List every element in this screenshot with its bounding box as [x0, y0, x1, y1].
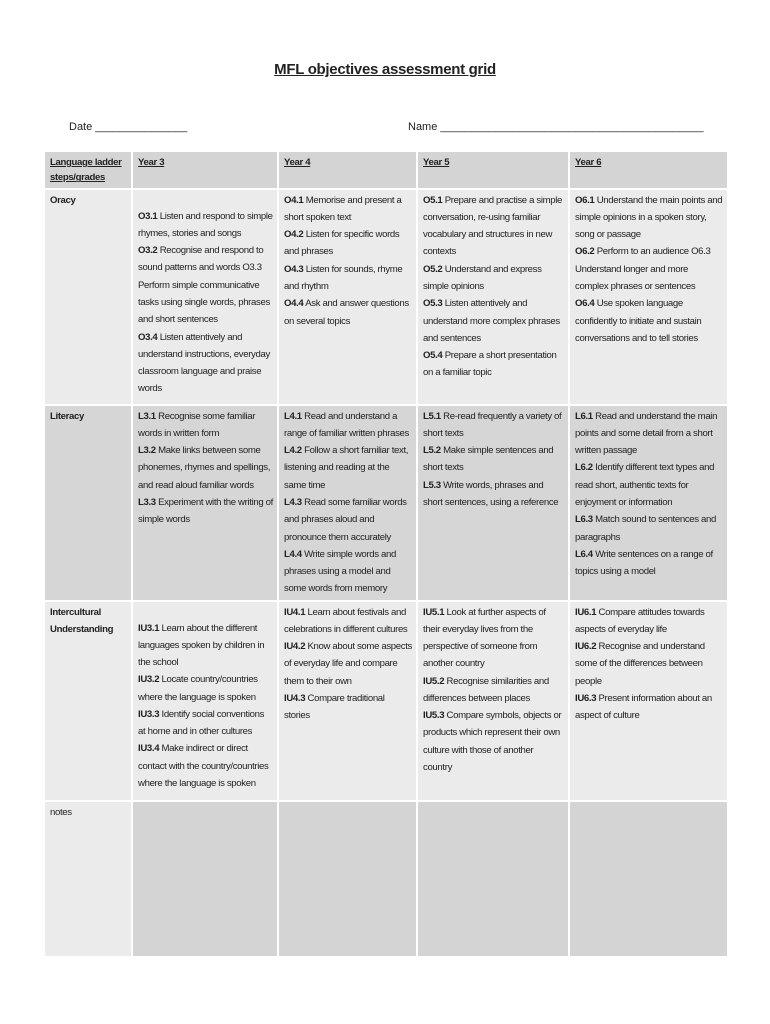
objective-item	[575, 295, 723, 347]
row-oracy	[45, 190, 729, 406]
objective-item	[284, 295, 412, 330]
objective-code: IU5.1	[423, 606, 445, 618]
objective-code: L5.3	[423, 479, 441, 491]
objective-text: Know about some aspects of everyday life and compare them to their own	[284, 641, 412, 687]
objective-text: Recognise and understand some of the differences between people	[575, 641, 705, 687]
objective-item	[423, 192, 564, 261]
objective-item	[138, 671, 273, 706]
cell-oracy-year-6	[570, 190, 729, 406]
header-year-6: Year 6	[570, 152, 729, 190]
objective-text: Recognise some familiar words in written form	[138, 410, 256, 439]
notes-year-4[interactable]	[279, 802, 418, 958]
objective-item	[138, 706, 273, 741]
objective-code: L6.2	[575, 462, 593, 474]
objective-text: Learn about festivals and celebrations in different cultures	[284, 606, 408, 635]
objective-code: L4.4	[284, 548, 302, 560]
objective-code: O4.3	[284, 263, 304, 275]
objective-text: Memorise and present a short spoken text	[284, 194, 402, 223]
objective-item	[138, 620, 273, 672]
cell-literacy-year-4	[279, 406, 418, 602]
objective-code: IU6.2	[575, 641, 597, 653]
objective-text: Read some familiar words and phrases aloud and pronounce them accurately	[284, 497, 407, 543]
objective-code: O5.2	[423, 263, 443, 275]
objective-item	[575, 192, 723, 244]
objective-item	[284, 638, 412, 690]
objective-code: O3.4	[138, 331, 158, 343]
header-year-4: Year 4	[279, 152, 418, 190]
objective-code: O4.4	[284, 298, 304, 310]
objective-text: Understand and express simple opinions	[423, 263, 542, 293]
objective-code: O6.4	[575, 298, 595, 310]
objective-text: Present information about an aspect of culture	[575, 692, 712, 722]
objective-code: O5.4	[423, 350, 443, 362]
notes-year-3[interactable]	[133, 802, 279, 958]
objective-code: IU5.2	[423, 675, 445, 687]
objective-code: IU6.3	[575, 692, 597, 704]
objective-text: Listen for sounds, rhyme and rhythm	[284, 263, 403, 293]
objective-code: L5.2	[423, 445, 441, 457]
objective-item	[423, 295, 564, 347]
header-language-ladder: Language ladder steps/grades	[45, 152, 133, 190]
cell-intercultural-year-6	[570, 602, 729, 802]
objective-item	[423, 604, 564, 673]
page-title: MFL objectives assessment grid	[274, 61, 496, 78]
objective-item	[138, 494, 273, 529]
objective-code: L6.3	[575, 514, 593, 526]
row-label-literacy: Literacy	[45, 406, 133, 602]
objective-item	[138, 208, 273, 243]
cell-oracy-year-3	[133, 190, 279, 406]
cell-oracy-year-4	[279, 190, 418, 406]
objective-text: Compare traditional stories	[284, 692, 385, 722]
objective-item	[138, 408, 273, 443]
objective-text: Listen attentively and understand more complex phrases and sentences	[423, 298, 560, 344]
row-label-oracy: Oracy	[45, 190, 133, 406]
objective-item	[575, 690, 723, 725]
objective-code: O4.2	[284, 229, 304, 241]
objective-item	[423, 408, 564, 443]
objective-text: Listen and respond to simple rhymes, stories and songs	[138, 210, 273, 239]
objective-text: Use spoken language confidently to initiate and sustain conversations and to tell stories	[575, 298, 702, 344]
objective-text: Compare attitudes towards aspects of everyday life	[575, 606, 705, 635]
objective-code: IU3.2	[138, 674, 160, 686]
objective-text: Read and understand the main points and some detail from a short written passage	[575, 410, 718, 457]
objective-item	[284, 690, 412, 725]
objective-item	[284, 546, 412, 598]
assessment-grid	[45, 152, 729, 958]
objective-item	[575, 459, 723, 511]
objective-code: L4.2	[284, 445, 302, 457]
objective-code: IU3.4	[138, 743, 160, 755]
notes-year-6[interactable]	[570, 802, 729, 958]
objective-item	[138, 242, 273, 328]
objective-text: Identify different text types and read short, authentic texts for enjoyment or information	[575, 462, 715, 509]
objective-text: Experiment with the writing of simple words	[138, 497, 273, 526]
objective-text: Prepare and practise a simple conversation, re-using familiar vocabulary and structures in new contexts	[423, 194, 563, 258]
objective-text: Write simple words and phrases using a model and some words from memory	[284, 548, 396, 595]
objective-code: IU4.1	[284, 606, 306, 618]
notes-year-5[interactable]	[418, 802, 570, 958]
row-literacy	[45, 406, 729, 602]
objective-text: Learn about the different languages spoken by children in the school	[138, 622, 265, 669]
objective-item	[284, 408, 412, 443]
objective-text: Make simple sentences and short texts	[423, 445, 554, 474]
objective-item	[138, 442, 273, 494]
objective-text: Look at further aspects of their everyday lives from the perspective of someone from another country	[423, 606, 546, 670]
objective-item	[575, 408, 723, 460]
objective-item	[138, 329, 273, 398]
objective-text: Ask and answer questions on several topics	[284, 298, 409, 327]
objective-code: IU4.3	[284, 692, 306, 704]
header-year-5: Year 5	[418, 152, 570, 190]
objective-code: IU6.1	[575, 606, 597, 618]
objective-code: IU4.2	[284, 641, 306, 653]
objective-item	[284, 442, 412, 494]
cell-literacy-year-3	[133, 406, 279, 602]
objective-code: L4.3	[284, 497, 302, 509]
objective-code: O6.1	[575, 194, 595, 206]
objective-code: O5.1	[423, 194, 443, 206]
objective-text: Perform to an audience O6.3 Understand longer and more complex phrases or sentences	[575, 246, 711, 293]
cell-literacy-year-6	[570, 406, 729, 602]
objective-item	[575, 511, 723, 546]
objective-code: O3.1	[138, 210, 158, 222]
name-field-label: Name ___________________________________________	[408, 121, 704, 133]
objective-code: L3.1	[138, 410, 156, 422]
objective-item	[423, 347, 564, 382]
header-row	[45, 152, 729, 190]
objective-text: Prepare a short presentation on a familiar topic	[423, 350, 557, 379]
objective-text: Match sound to sentences and paragraphs	[575, 514, 716, 543]
objective-code: IU3.1	[138, 622, 160, 634]
objective-item	[284, 226, 412, 261]
objective-code: O5.3	[423, 298, 443, 310]
objective-item	[575, 546, 723, 581]
cell-intercultural-year-4	[279, 602, 418, 802]
objective-code: O4.1	[284, 194, 304, 206]
objective-item	[284, 261, 412, 296]
objective-text: Follow a short familiar text, listening and reading at the same time	[284, 445, 409, 491]
objective-code: L5.1	[423, 410, 441, 422]
objective-text: Recognise and respond to sound patterns and words O3.3 Perform simple communicative tasks using single words, phrases and short sentences	[138, 245, 270, 326]
objective-item	[423, 261, 564, 296]
objective-text: Listen attentively and understand instructions, everyday classroom language and praise words	[138, 331, 270, 395]
objective-text: Make links between some phonemes, rhymes and spellings, and read aloud familiar words	[138, 445, 271, 491]
objective-item	[575, 243, 723, 295]
objective-text: Write sentences on a range of topics using a model	[575, 548, 713, 578]
objective-text: Identify social conventions at home and in other cultures	[138, 708, 265, 738]
header-year-3: Year 3	[133, 152, 279, 190]
objective-text: Write words, phrases and short sentences, using a reference	[423, 479, 559, 509]
objective-item	[284, 192, 412, 227]
objective-code: O3.2	[138, 245, 158, 257]
objective-text: Understand the main points and simple opinions in a spoken story, song or passage	[575, 194, 723, 241]
objective-code: O6.2	[575, 246, 595, 258]
cell-intercultural-year-5	[418, 602, 570, 802]
row-intercultural	[45, 602, 729, 802]
objective-code: IU3.3	[138, 708, 160, 720]
cell-oracy-year-5	[418, 190, 570, 406]
objective-text: Locate country/countries where the language is spoken	[138, 674, 258, 703]
objective-text: Compare symbols, objects or products which represent their own culture with those of another country	[423, 710, 562, 773]
date-field-label: Date _______________	[69, 121, 188, 133]
objective-item	[423, 673, 564, 708]
objective-item	[575, 638, 723, 690]
objective-code: L3.3	[138, 497, 156, 509]
row-notes	[45, 802, 729, 958]
objective-code: IU5.3	[423, 710, 445, 722]
objective-item	[284, 604, 412, 639]
objective-code: L3.2	[138, 445, 156, 457]
objective-code: L6.1	[575, 410, 593, 422]
row-label-intercultural: Intercultural Understanding	[45, 602, 133, 802]
objective-item	[284, 494, 412, 546]
objective-item	[575, 604, 723, 639]
objective-text: Make indirect or direct contact with the country/countries where the language is spoken	[138, 743, 269, 789]
objective-code: L4.1	[284, 410, 302, 422]
cell-intercultural-year-3	[133, 602, 279, 802]
row-label-notes: notes	[45, 802, 133, 958]
objective-code: L6.4	[575, 548, 593, 560]
objective-text: Re-read frequently a variety of short texts	[423, 410, 562, 439]
objective-text: Listen for specific words and phrases	[284, 229, 400, 258]
objective-item	[423, 707, 564, 776]
objective-item	[423, 442, 564, 477]
objective-item	[138, 740, 273, 792]
objective-item	[423, 477, 564, 512]
objective-text: Read and understand a range of familiar written phrases	[284, 410, 409, 439]
objective-text: Recognise similarities and differences between places	[423, 675, 549, 704]
cell-literacy-year-5	[418, 406, 570, 602]
